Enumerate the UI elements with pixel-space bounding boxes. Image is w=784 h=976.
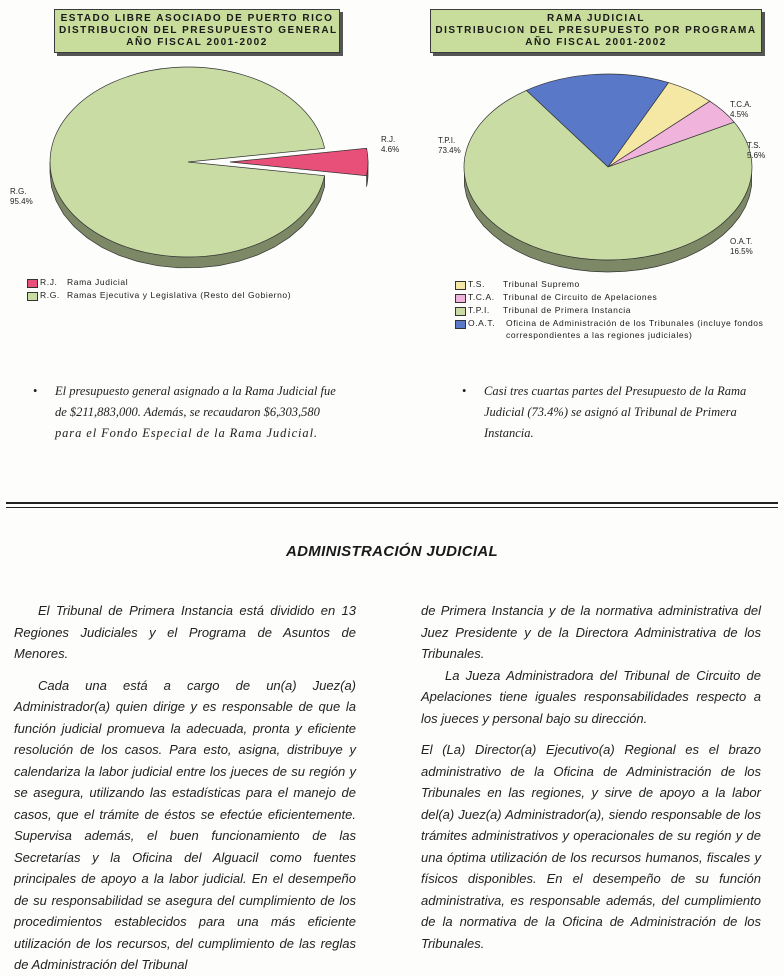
- slice-value-label: 73.4%: [438, 146, 461, 155]
- legend-abbr: T.S.: [468, 279, 486, 289]
- column-left: [14, 600, 356, 976]
- legend-label: Tribunal de Circuito de Apelaciones: [503, 292, 658, 302]
- chart-title-line-3: AÑO FISCAL 2001-2002: [126, 37, 268, 48]
- legend-label: Tribunal de Primera Instancia: [503, 305, 632, 315]
- slice-label: T.S.: [747, 141, 761, 150]
- legend-abbr: R.G.: [40, 290, 60, 300]
- legend-label: Oficina de Administración de los Tribunales (incluye fondos: [506, 318, 764, 328]
- paragraph: Cada una está a cargo de un(a) Juez(a) Administrador(a) quien dirige y es responsable de que la función judicial promueva la adecuada, pronta y eficiente resolución de los casos. Para esto, asigna, distribuye y calendariza la labor judicial entre los jueces de su región y se asegura, utilizando las estadísticas para el manejo de casos, que el trámite de éstos se efectúe eficientemente. Supervisa además, el buen funcionamiento de las Secretarías y la Oficina del Alguacil como fuentes principales de apoyo a la labor judicial. En el desempeño de su responsabilidad se asegura del cumplimiento de los procedimientos establecidos para una más eficiente utilización de los recursos, del cumplimiento de las reglas de Administración del Tribunal: [14, 677, 356, 972]
- chart-title-line-1: RAMA JUDICIAL: [546, 13, 645, 24]
- legend-swatch: [455, 294, 466, 303]
- pie-chart: [0, 0, 400, 370]
- slice-value-label: 4.5%: [730, 110, 749, 119]
- legend-item-rg: [27, 290, 387, 303]
- slice-label: R.J.: [381, 135, 396, 144]
- legend-abbr: R.J.: [40, 277, 58, 287]
- note-left: [33, 381, 375, 444]
- legend-swatch: [27, 292, 38, 301]
- note-line: de $211,883,000. Además, se recaudaron $6,303,580: [55, 405, 320, 419]
- legend-label-continued: correspondientes a las regiones judiciales): [506, 330, 693, 340]
- legend-label: Tribunal Supremo: [503, 279, 580, 289]
- chart-title-line-2: DISTRIBUCION DEL PRESUPUESTO GENERAL: [59, 25, 338, 36]
- legend-abbr: T.C.A.: [468, 292, 495, 302]
- legend-swatch: [455, 320, 466, 329]
- bullet: •: [33, 384, 38, 398]
- paragraph: de Primera Instancia y de la normativa administrativa del Juez Presidente y de la Directora Administrativa de los Tribunales.: [421, 603, 761, 661]
- note-line: Judicial (73.4%) se asignó al Tribunal de Primera: [484, 405, 737, 419]
- slice-value-label: 4.6%: [381, 145, 400, 154]
- note-line: para el Fondo Especial de la Rama Judicial.: [55, 426, 318, 440]
- legend-swatch: [27, 279, 38, 288]
- note-line: El presupuesto general asignado a la Rama Judicial fue: [55, 384, 336, 398]
- legend: [455, 279, 780, 344]
- legend-swatch: [455, 281, 466, 290]
- divider: [6, 502, 778, 504]
- chart-judicial-budget: [392, 0, 784, 370]
- chart-title-line-2: DISTRIBUCION DEL PRESUPUESTO POR PROGRAMA: [435, 25, 757, 36]
- paragraph: El (La) Director(a) Ejecutivo(a) Regional es el brazo administrativo de la Oficina de Administración de los Tribunales en las regiones, y sirve de apoyo a la labor del(a) Juez(a) Administrador(a), siendo responsable de los trámites administrativos y operacionales de su región y de una óptima utilización de los recursos humanos, fiscales y físicos disponibles. En el desempeño de su función administrativa, es responsable además, del cumplimiento de la normativa de la Oficina de Administración de los Tribunales.: [421, 742, 761, 951]
- legend-abbr: T.P.I.: [468, 305, 490, 315]
- paragraph: La Jueza Administradora del Tribunal de Circuito de Apelaciones tiene iguales responsabilidades respecto a los jueces y personal bajo su dirección.: [421, 667, 761, 726]
- note-line: Casi tres cuartas partes del Presupuesto de la Rama: [484, 384, 747, 398]
- legend: [27, 277, 387, 303]
- legend-abbr: O.A.T.: [468, 318, 496, 328]
- note-right: [462, 381, 774, 444]
- slice-label: T.C.A.: [730, 100, 752, 109]
- legend-item-rj: [27, 277, 387, 290]
- chart-title-line-3: AÑO FISCAL 2001-2002: [525, 37, 667, 48]
- paragraph: El Tribunal de Primera Instancia está dividido en 13 Regiones Judiciales y el Programa de Asuntos de Menores.: [14, 603, 356, 661]
- slice-label: O.A.T.: [730, 237, 753, 246]
- legend-item-tpi: [455, 305, 780, 318]
- slice-label: T.P.I.: [438, 136, 456, 145]
- chart-title-line-1: ESTADO LIBRE ASOCIADO DE PUERTO RICO: [60, 13, 334, 24]
- chart-general-budget: [0, 0, 400, 370]
- divider: [6, 507, 778, 508]
- legend-item-oat: [455, 318, 780, 344]
- legend-swatch: [455, 307, 466, 316]
- slice-value-label: 16.5%: [730, 247, 753, 256]
- slice-label: R.G.: [10, 187, 27, 196]
- section-title: ADMINISTRACIÓN JUDICIAL: [286, 543, 498, 560]
- column-right: [421, 600, 761, 954]
- slice-value-label: 5.6%: [747, 151, 766, 160]
- legend-item-ts: [455, 279, 780, 292]
- bullet: •: [462, 384, 467, 398]
- legend-label: Ramas Ejecutiva y Legislativa (Resto del Gobierno): [67, 290, 292, 300]
- note-line: Instancia.: [484, 426, 534, 440]
- slice-value-label: 95.4%: [10, 197, 33, 206]
- legend-label: Rama Judicial: [67, 277, 129, 287]
- legend-item-tca: [455, 292, 780, 305]
